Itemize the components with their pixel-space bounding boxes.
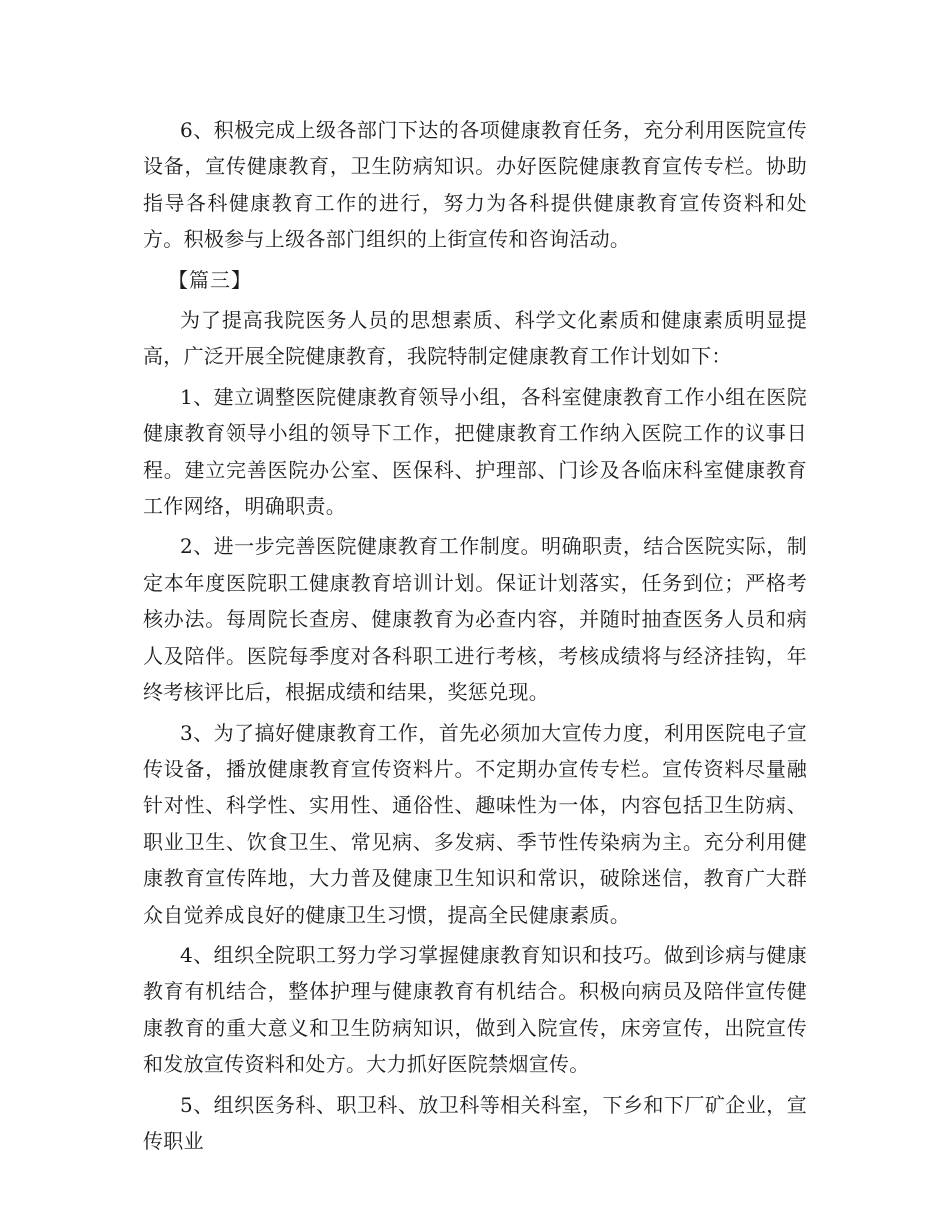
paragraph-item-5: 5、组织医务科、职卫科、放卫科等相关科室，下乡和下厂矿企业，宣传职业: [143, 1092, 807, 1153]
paragraph-item-4: 4、组织全院职工努力学习掌握健康教育知识和技巧。做到诊病与健康教育有机结合，整体护理与健康教育有机结合。积极向病员及陪伴宣传健康教育的重大意义和卫生防病知识，做到入院宣传，床旁宣传，出院宣传和发放宣传资料和处方。大力抓好医院禁烟宣传。: [143, 942, 807, 1077]
intro-paragraph: 为了提高我院医务人员的思想素质、科学文化素质和健康素质明显提高，广泛开展全院健康教育，我院特制定健康教育工作计划如下：: [143, 308, 807, 369]
paragraph-item-1: 1、建立调整医院健康教育领导小组，各科室健康教育工作小组在医院健康教育领导小组的领导下工作，把健康教育工作纳入医院工作的议事日程。建立完善医院办公室、医保科、护理部、门诊及各临床科室健康教育工作网络，明确职责。: [143, 384, 807, 519]
section-heading: 【篇三】: [168, 267, 252, 292]
paragraph-item-2: 2、进一步完善医院健康教育工作制度。明确职责，结合医院实际，制定本年度医院职工健康教育培训计划。保证计划落实，任务到位；严格考核办法。每周院长查房、健康教育为必查内容，并随时抽查医务人员和病人及陪伴。医院每季度对各科职工进行考核，考核成绩将与经济挂钩，年终考核评比后，根据成绩和结果，奖惩兑现。: [143, 534, 807, 705]
document-body: [143, 112, 807, 1163]
paragraph-item-3: 3、为了搞好健康教育工作，首先必须加大宣传力度，利用医院电子宣传设备，播放健康教育宣传资料片。不定期办宣传专栏。宣传资料尽量融针对性、科学性、实用性、通俗性、趣味性为一体，内容包括卫生防病、职业卫生、饮食卫生、常见病、多发病、季节性传染病为主。充分利用健康教育宣传阵地，大力普及健康卫生知识和常识，破除迷信，教育广大群众自觉养成良好的健康卫生习惯，提高全民健康素质。: [143, 720, 807, 927]
paragraph-item-6: 6、积极完成上级各部门下达的各项健康教育任务，充分利用医院宣传设备，宣传健康教育，卫生防病知识。办好医院健康教育宣传专栏。协助指导各科健康教育工作的进行，努力为各科提供健康教育宣传资料和处方。积极参与上级各部门组织的上街宣传和咨询活动。: [143, 118, 807, 252]
